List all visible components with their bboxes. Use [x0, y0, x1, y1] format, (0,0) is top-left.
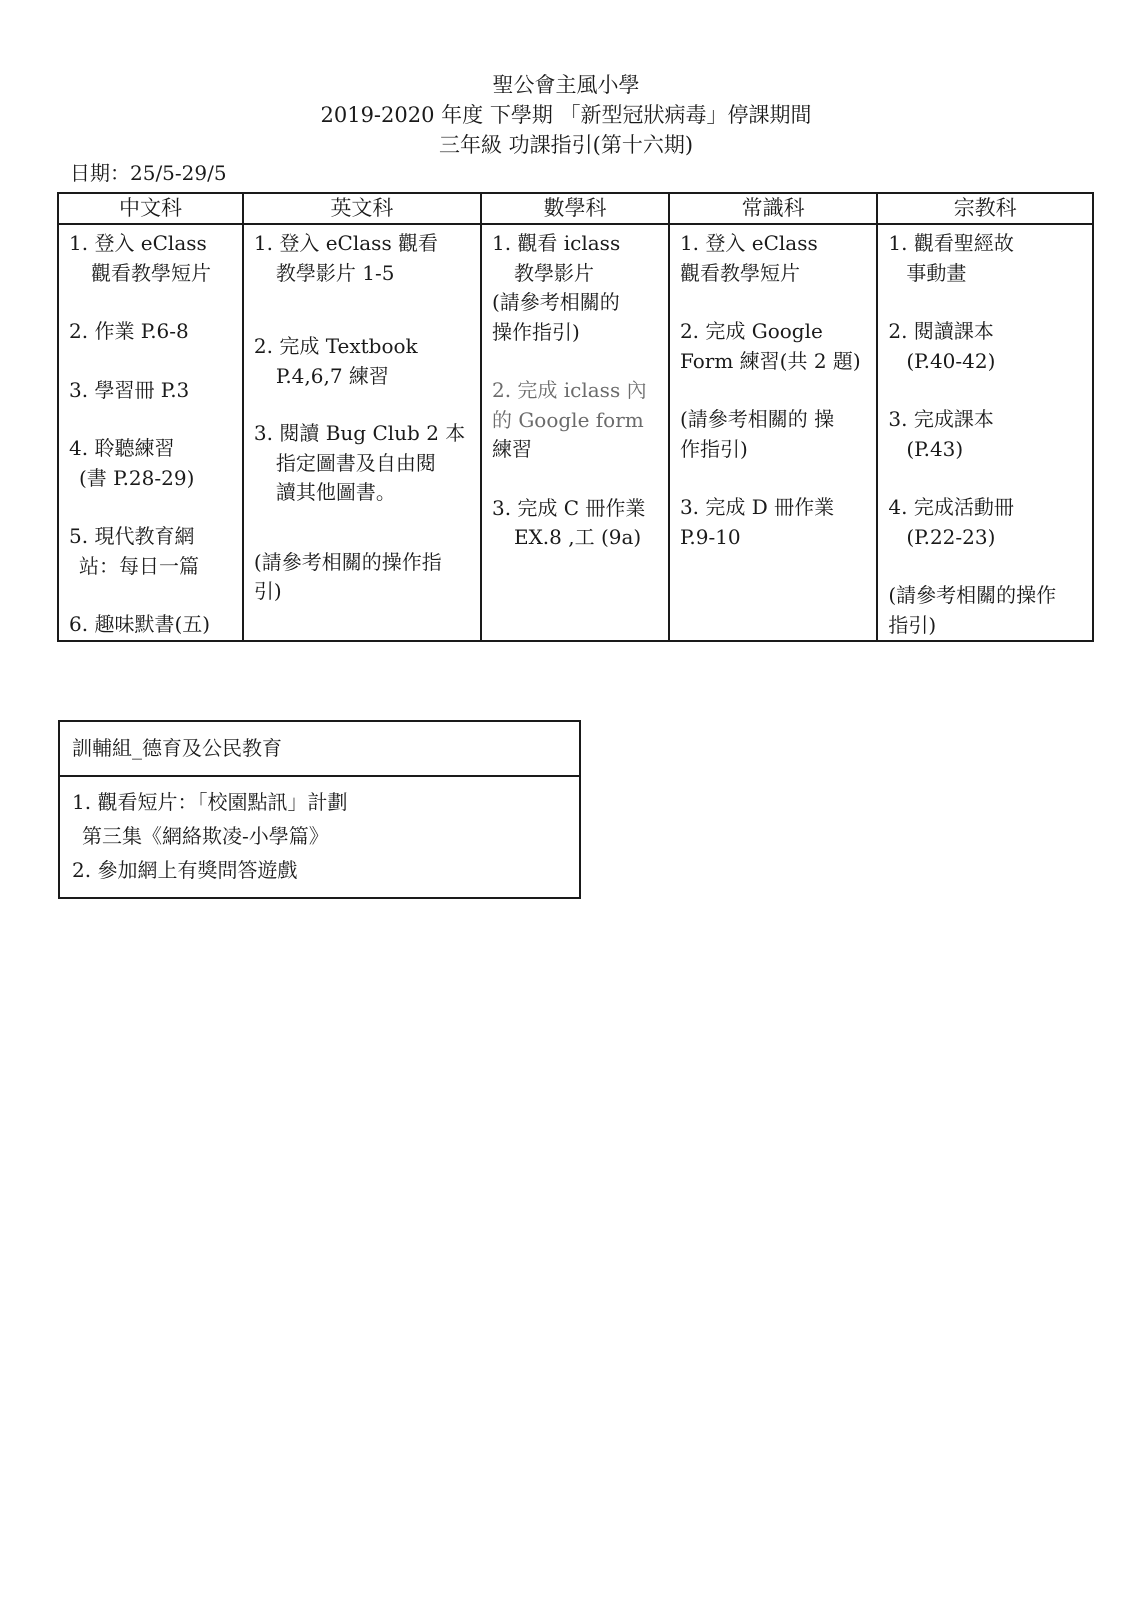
document-header [0, 70, 1132, 160]
list-item: (請參考相關的 [491, 290, 620, 314]
header-chinese: 中文科 [58, 193, 243, 224]
list-item: (請參考相關的 操 [679, 407, 835, 431]
header-general-studies: 常識科 [669, 193, 877, 224]
chinese-tasks [58, 224, 243, 641]
list-item: P.4,6,7 練習 [275, 363, 389, 388]
list-item: (請參考相關的操作指 [253, 549, 442, 574]
header-religion: 宗教科 [877, 193, 1093, 224]
list-item: 3. 完成 C 冊作業 [491, 495, 646, 520]
list-item: Form 練習(共 2 題) [679, 348, 861, 373]
list-item: (P.22-23) [906, 524, 996, 549]
list-item: 2. 閱讀課本 [888, 319, 994, 343]
list-item: 2. 完成 Google [679, 319, 823, 343]
list-item: 3. 閱讀 Bug Club 2 本 [253, 421, 466, 445]
list-item: 讀其他圖書。 [275, 480, 396, 504]
list-item: 2. 作業 P.6-8 [69, 319, 189, 343]
list-item: (書 P.28-29) [79, 465, 195, 490]
list-item: (P.43) [906, 436, 964, 461]
list-item: (P.40-42) [906, 348, 996, 373]
header-math: 數學科 [481, 193, 669, 224]
list-item: 5. 現代教育網 [69, 524, 195, 548]
list-item: (請參考相關的操作 [888, 583, 1057, 607]
math-tasks [481, 224, 669, 641]
english-tasks [243, 224, 481, 641]
list-item: 4. 完成活動冊 [888, 495, 1014, 519]
header-english: 英文科 [243, 193, 481, 224]
list-item: 3. 完成課本 [888, 407, 994, 431]
date-label: 日期：25/5-29/5 [70, 161, 227, 185]
list-item: 1. 登入 eClass [679, 231, 818, 255]
list-item: 1. 觀看短片：「校園點訊」計劃 [72, 790, 348, 814]
list-item: 3. 完成 D 冊作業 [679, 495, 835, 519]
list-item: EX.8 ,工 (9a) [513, 525, 642, 549]
list-item: 1. 觀看 iclass [491, 231, 621, 255]
list-item: 引) [253, 579, 282, 603]
list-item: 2. 完成 iclass 內 [491, 378, 647, 402]
table-header-row [58, 193, 1093, 224]
list-item: 1. 觀看聖經故 [888, 231, 1014, 255]
list-item: 4. 聆聽練習 [69, 436, 175, 460]
list-item: 站：每日一篇 [79, 553, 199, 578]
list-item: 第三集《網絡欺凌-小學篇》 [82, 824, 329, 848]
list-item: 指定圖書及自由閱 [275, 450, 436, 475]
general-studies-tasks [669, 224, 877, 641]
table-row [58, 224, 1093, 641]
list-item: 1. 登入 eClass [69, 231, 207, 255]
moral-education-title: 訓輔組_德育及公民教育 [60, 722, 579, 777]
list-item: 6. 趣味默書(五) [69, 612, 211, 636]
list-item: P.9-10 [679, 524, 741, 549]
homework-table [57, 192, 1094, 642]
list-item: 2. 完成 Textbook [253, 334, 418, 358]
list-item: 3. 學習冊 P.3 [69, 377, 190, 402]
list-item: 指引) [888, 612, 937, 637]
list-item: 事動畫 [906, 260, 967, 285]
list-item: 觀看教學短片 [679, 260, 800, 285]
list-item: 1. 登入 eClass 觀看 [253, 231, 439, 255]
religion-tasks [877, 224, 1093, 641]
list-item: 2. 參加網上有獎問答遊戲 [72, 858, 298, 882]
list-item: 觀看教學短片 [91, 260, 211, 285]
list-item: 教學影片 [513, 260, 594, 285]
list-item: 作指引) [679, 436, 748, 461]
list-item: 操作指引) [491, 319, 580, 344]
term-title: 2019-2020 年度 下學期 「新型冠狀病毒」停課期間 [320, 103, 812, 127]
school-name: 聖公會主風小學 [492, 73, 640, 97]
list-item: 練習 [491, 437, 532, 461]
list-item: 的 Google form [491, 407, 644, 432]
list-item: 教學影片 1-5 [275, 260, 395, 285]
moral-education-box [58, 720, 581, 899]
homework-guide-title: 三年級 功課指引(第十六期) [438, 133, 694, 157]
moral-education-body [60, 777, 579, 887]
